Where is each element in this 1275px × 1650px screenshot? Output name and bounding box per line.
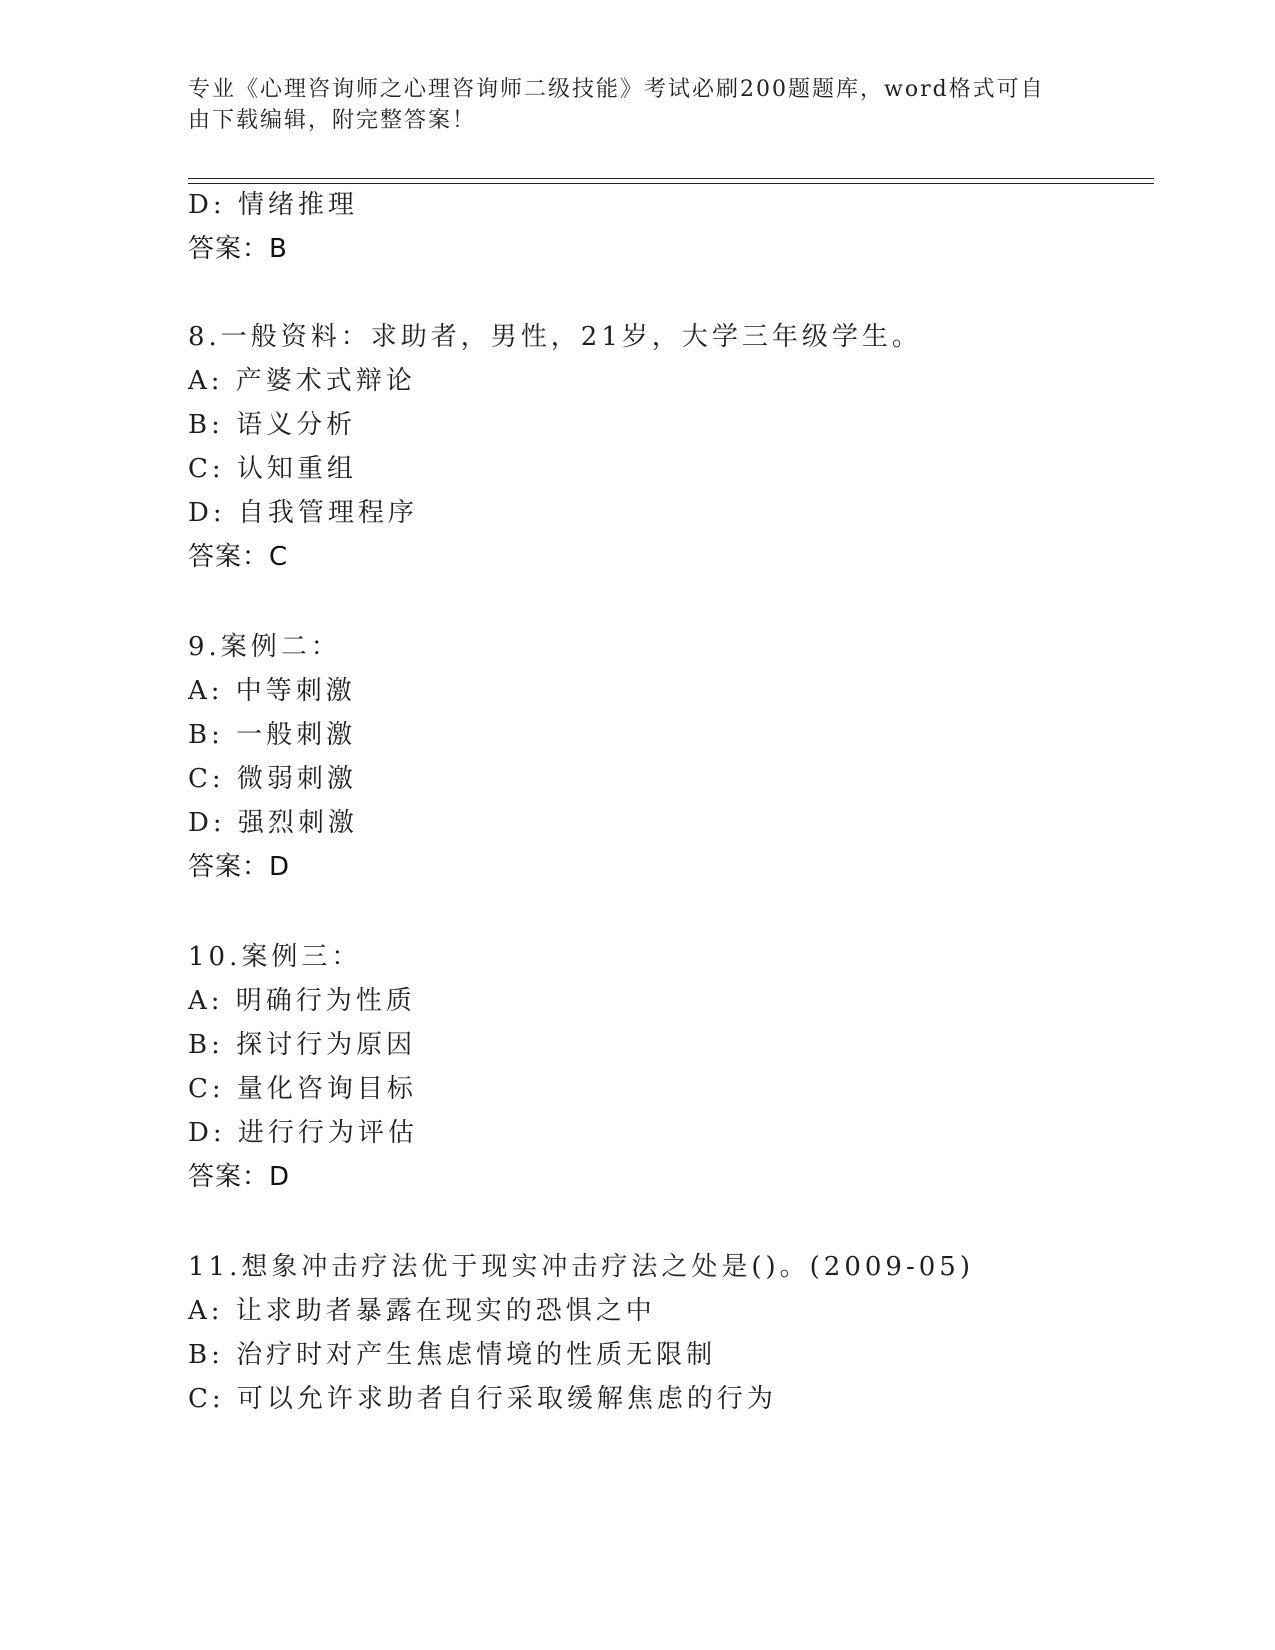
header-divider-top [188, 178, 1154, 179]
q11-option-b: B: 治疗时对产生焦虑情境的性质无限制 [188, 1340, 717, 1370]
q8-option-a: A: 产婆术式辩论 [188, 366, 416, 396]
page-header [188, 74, 1068, 136]
header-line-2: 由下载编辑，附完整答案！ [188, 108, 477, 133]
q8-option-c: C: 认知重组 [188, 454, 357, 484]
q9-answer: 答案：D [188, 852, 291, 882]
q10-option-a: A: 明确行为性质 [188, 986, 416, 1016]
q9-stem: 9.案例二： [188, 632, 341, 662]
q9-option-d: D: 强烈刺激 [188, 808, 358, 838]
q8-answer: 答案：C [188, 542, 289, 572]
header-divider-bottom [188, 183, 1154, 184]
q10-option-b: B: 探讨行为原因 [188, 1030, 417, 1060]
q10-answer: 答案：D [188, 1162, 291, 1192]
q10-stem: 10.案例三： [188, 942, 362, 972]
q11-option-a: A: 让求助者暴露在现实的恐惧之中 [188, 1296, 656, 1326]
q8-stem: 8.一般资料：求助者，男性，21岁，大学三年级学生。 [188, 322, 922, 352]
header-line-1: 专业《心理咨询师之心理咨询师二级技能》考试必刷200题题库，word格式可自 [188, 77, 1045, 102]
q10-option-c: C: 量化咨询目标 [188, 1074, 417, 1104]
q8-option-b: B: 语义分析 [188, 410, 357, 440]
q11-stem: 11.想象冲击疗法优于现实冲击疗法之处是()。(2009-05) [188, 1252, 974, 1282]
q8-option-d: D: 自我管理程序 [188, 498, 418, 528]
q10-option-d: D: 进行行为评估 [188, 1118, 418, 1148]
q11-option-c: C: 可以允许求助者自行采取缓解焦虑的行为 [188, 1384, 777, 1414]
q9-option-a: A: 中等刺激 [188, 676, 356, 706]
q9-option-c: C: 微弱刺激 [188, 764, 357, 794]
prev-answer: 答案：B [188, 234, 288, 264]
q9-option-b: B: 一般刺激 [188, 720, 357, 750]
prev-option-d: D: 情绪推理 [188, 190, 358, 220]
